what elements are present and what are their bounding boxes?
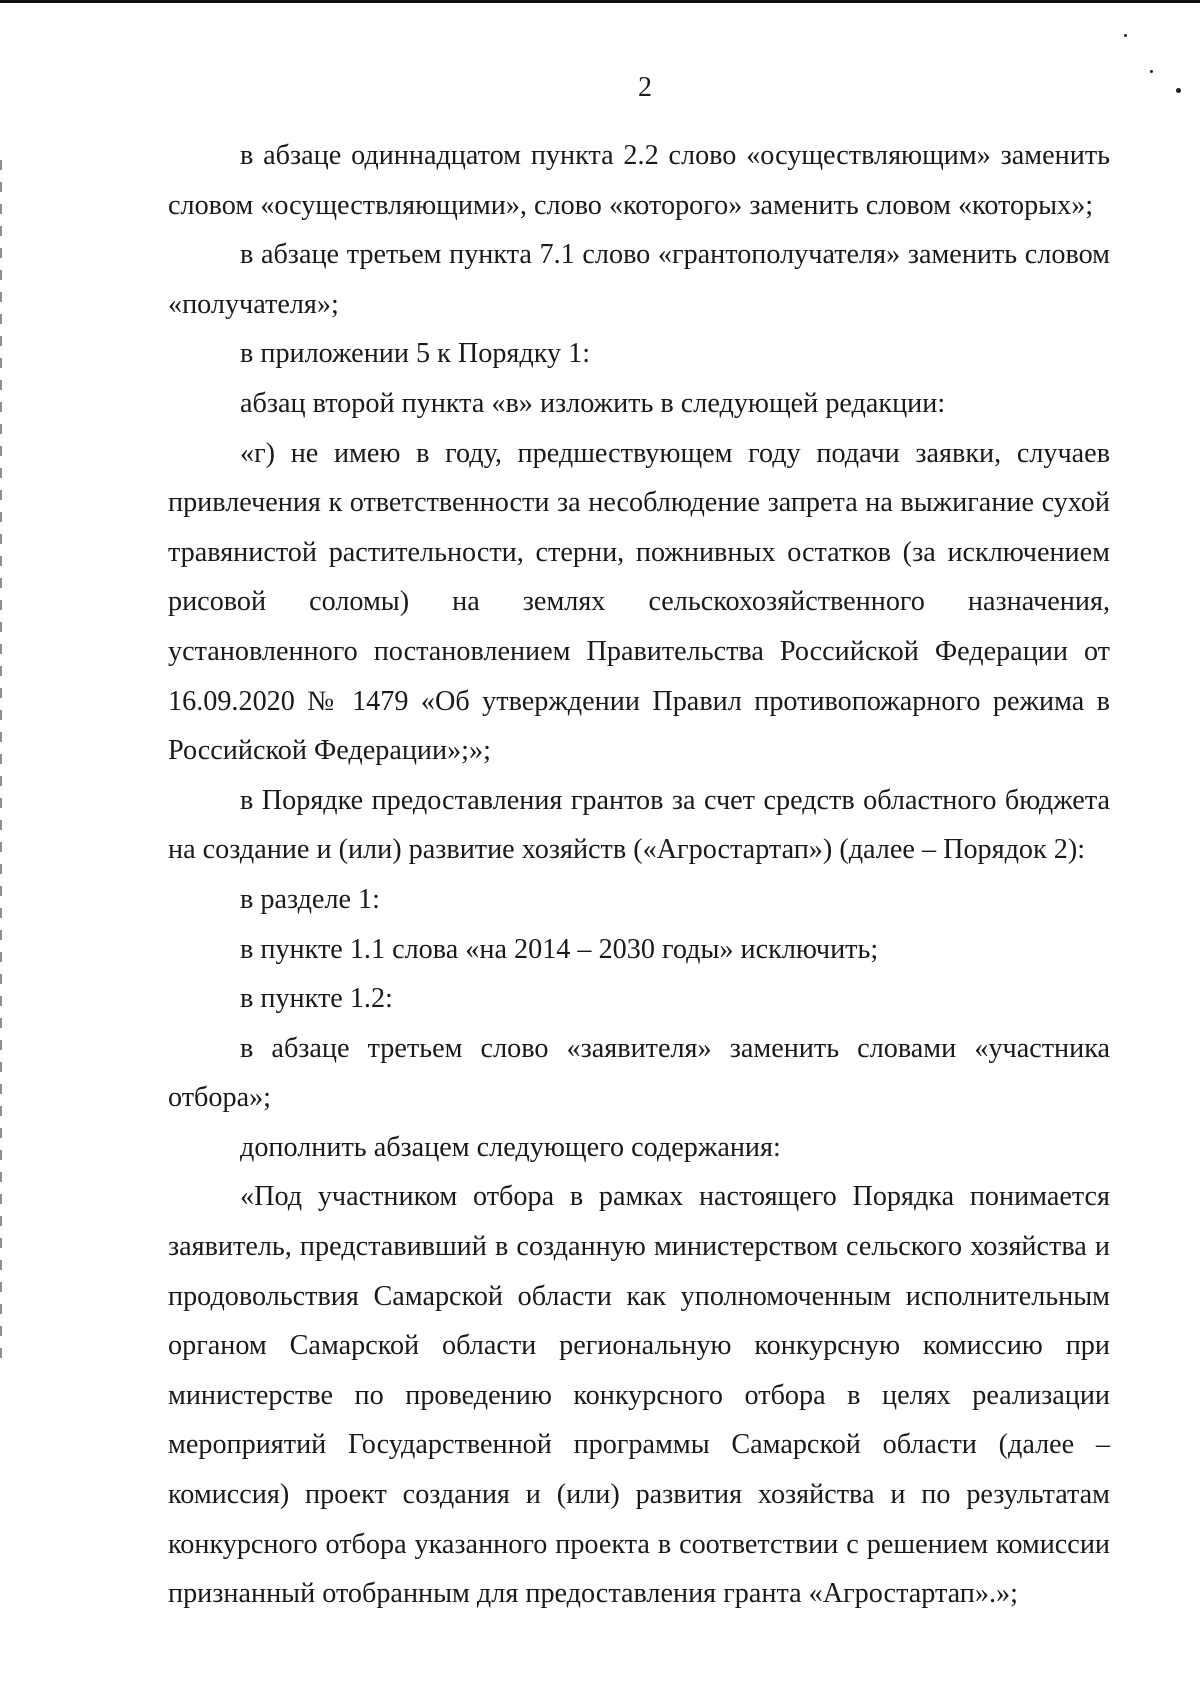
- paragraph: в пункте 1.1 слова «на 2014 – 2030 годы» исключить;: [240, 933, 879, 965]
- scan-left-edge: [0, 160, 2, 1360]
- paragraph: абзац второй пункта «в» изложить в следующей редакции:: [240, 387, 946, 419]
- paragraph: в приложении 5 к Порядку 1:: [240, 338, 591, 370]
- paragraph: в абзаце третьем пункта 7.1 слово «грантополучателя» заменить словом «получателя»;: [168, 239, 1110, 320]
- scan-speck: [1124, 34, 1127, 37]
- paragraph: в абзаце одиннадцатом пункта 2.2 слово «осуществляющим» заменить словом «осуществляющими», слово «которого» заменить словом «которых»;: [168, 140, 1110, 221]
- paragraph: в абзаце третьем слово «заявителя» заменить словами «участника отбора»;: [168, 1032, 1110, 1114]
- paragraph: в разделе 1:: [240, 883, 380, 915]
- document-body: [168, 131, 1110, 1619]
- paragraph: «Под участником отбора в рамках настоящего Порядка понимается заявитель, представивший в созданную министерством сельского хозяйства и продовольствия Самарской области как уполномоченным исполнительным органом Самарской области региональную конкурсную комиссию при министерстве по проведению конкурсного отбора в целях реализации мероприятий Государственной программы Самарской области (далее – комиссия) проект создания и (или) развития хозяйства и по результатам конкурсного отбора указанного проекта в соответствии с решением комиссии признанный отобранным для предоставления гранта «Агростартап».»;: [168, 1181, 1110, 1610]
- page-number: 2: [638, 72, 652, 103]
- paragraph: дополнить абзацем следующего содержания:: [240, 1131, 781, 1163]
- scan-top-border: [0, 0, 1200, 3]
- paragraph: в пункте 1.2:: [240, 983, 393, 1015]
- paragraph: в Порядке предоставления грантов за счет средств областного бюджета на создание и (или) развитие хозяйств («Агростартап») (далее – Порядок 2):: [168, 784, 1110, 866]
- paragraph: «г) не имею в году, предшествующем году подачи заявки, случаев привлечения к ответственности за несоблюдение запрета на выжигание сухой травянистой растительности, стерни, пожнивных остатков (за исключением рисовой соломы) на землях сельскохозяйственного назначения, установленного постановлением Правительства Российской Федерации от 16.09.2020 № 1479 «Об утверждении Правил противопожарного режима в Российской Федерации»;»;: [168, 437, 1110, 767]
